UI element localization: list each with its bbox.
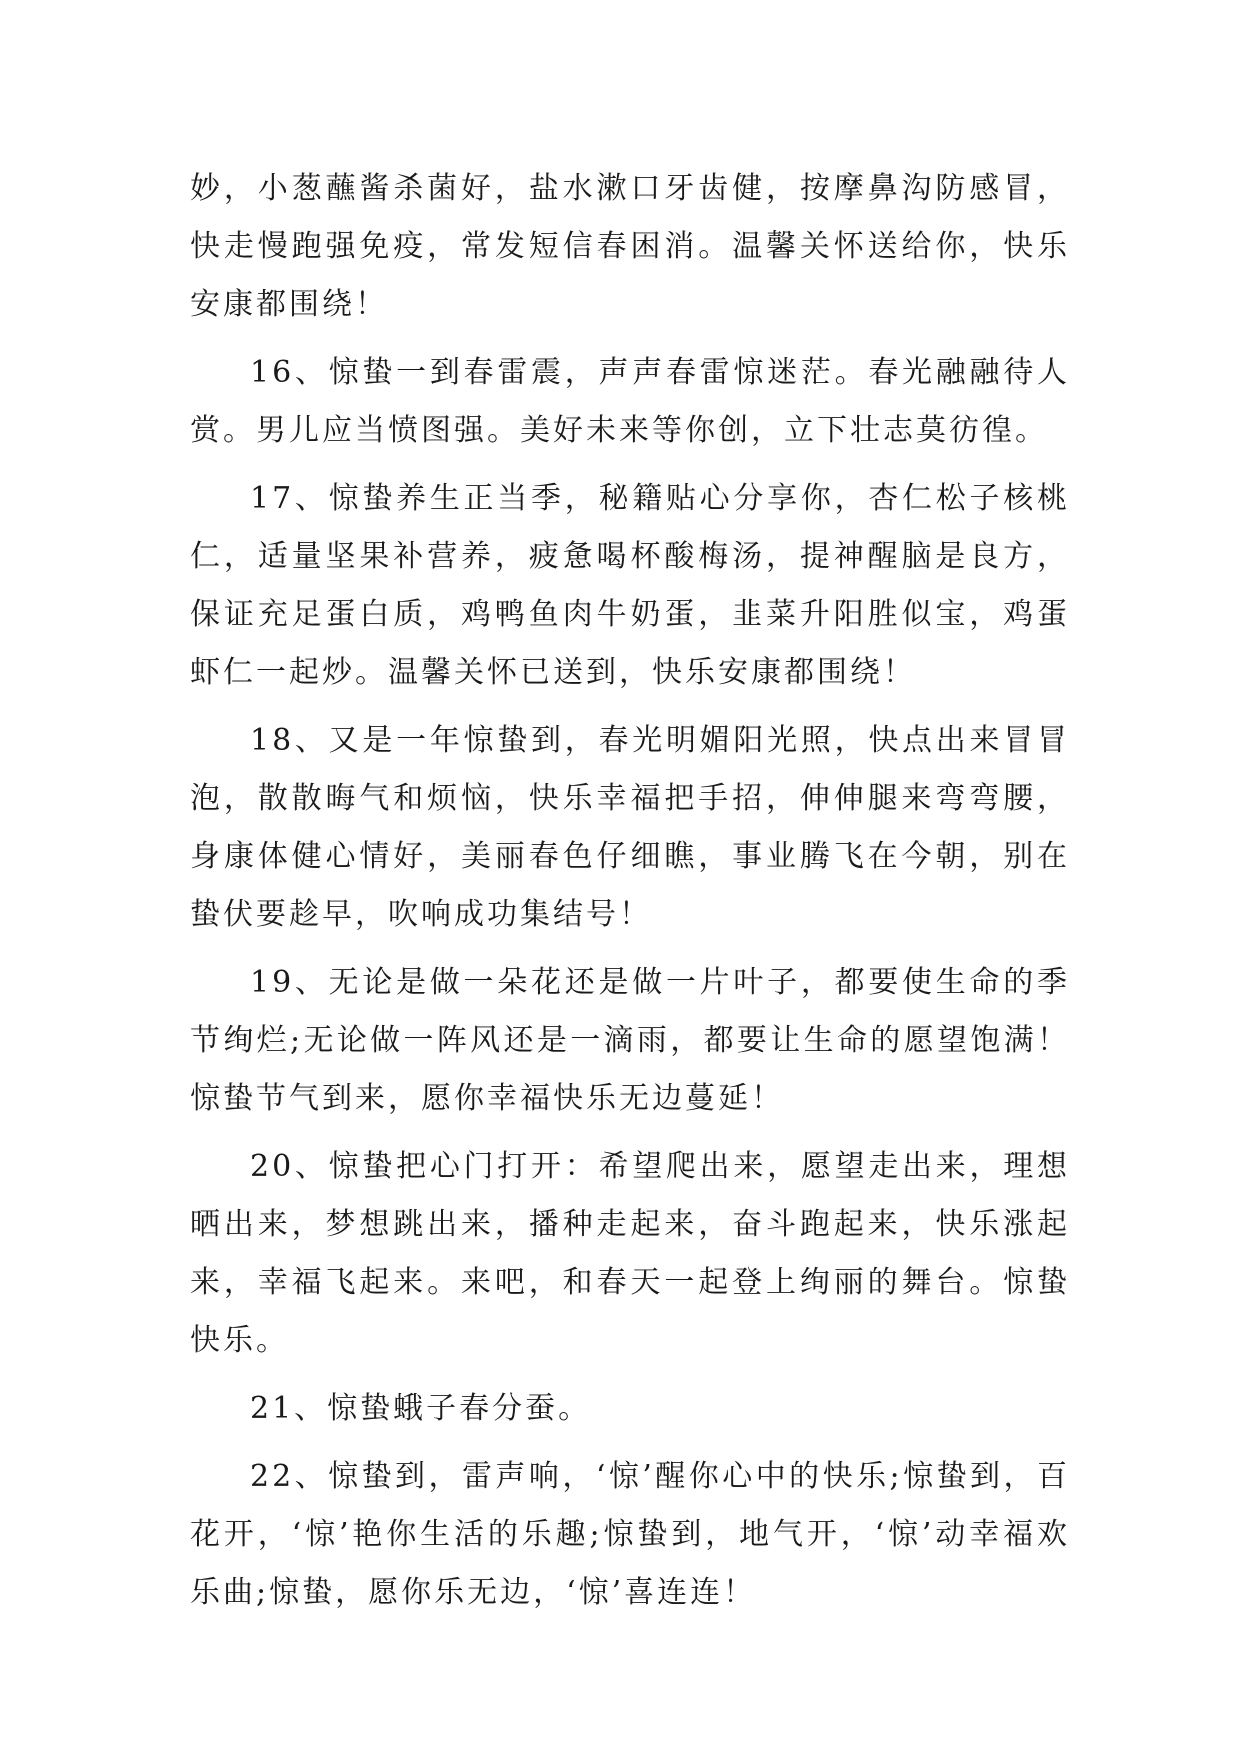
paragraph-17: 17、惊蛰养生正当季，秘籍贴心分享你，杏仁松子核桃仁，适量坚果补营养，疲惫喝杯酸梅汤，提神醒脑是良方，保证充足蛋白质，鸡鸭鱼肉牛奶蛋，韭菜升阳胜似宝，鸡蛋虾仁一起炒。温馨关怀已送到，快乐安康都围绕！ — [190, 481, 1070, 690]
paragraph-20: 20、惊蛰把心门打开：希望爬出来，愿望走出来，理想晒出来，梦想跳出来，播种走起来，奋斗跑起来，快乐涨起来，幸福飞起来。来吧，和春天一起登上绚丽的舞台。惊蛰快乐。 — [190, 1149, 1070, 1358]
paragraph-22: 22、惊蛰到，雷声响，‘惊’醒你心中的快乐;惊蛰到，百花开，‘惊’艳你生活的乐趣;惊蛰到，地气开，‘惊’动幸福欢乐曲;惊蛰，愿你乐无边，‘惊’喜连连！ — [190, 1459, 1070, 1610]
document-page — [190, 160, 1070, 1622]
paragraph-18: 18、又是一年惊蛰到，春光明媚阳光照，快点出来冒冒泡，散散晦气和烦恼，快乐幸福把手招，伸伸腿来弯弯腰，身康体健心情好，美丽春色仔细瞧，事业腾飞在今朝，别在蛰伏要趁早，吹响成功集结号！ — [190, 723, 1070, 932]
paragraph-19: 19、无论是做一朵花还是做一片叶子，都要使生命的季节绚烂;无论做一阵风还是一滴雨，都要让生命的愿望饱满！惊蛰节气到来，愿你幸福快乐无边蔓延！ — [190, 965, 1070, 1116]
paragraph-continuation: 妙，小葱蘸酱杀菌好，盐水漱口牙齿健，按摩鼻沟防感冒，快走慢跑强免疫，常发短信春困消。温馨关怀送给你，快乐安康都围绕！ — [190, 171, 1070, 322]
paragraph-21: 21、惊蛰蛾子春分蚕。 — [250, 1391, 592, 1426]
paragraph-16: 16、惊蛰一到春雷震，声声春雷惊迷茫。春光融融待人赏。男儿应当愤图强。美好未来等你创，立下壮志莫彷徨。 — [190, 355, 1070, 448]
